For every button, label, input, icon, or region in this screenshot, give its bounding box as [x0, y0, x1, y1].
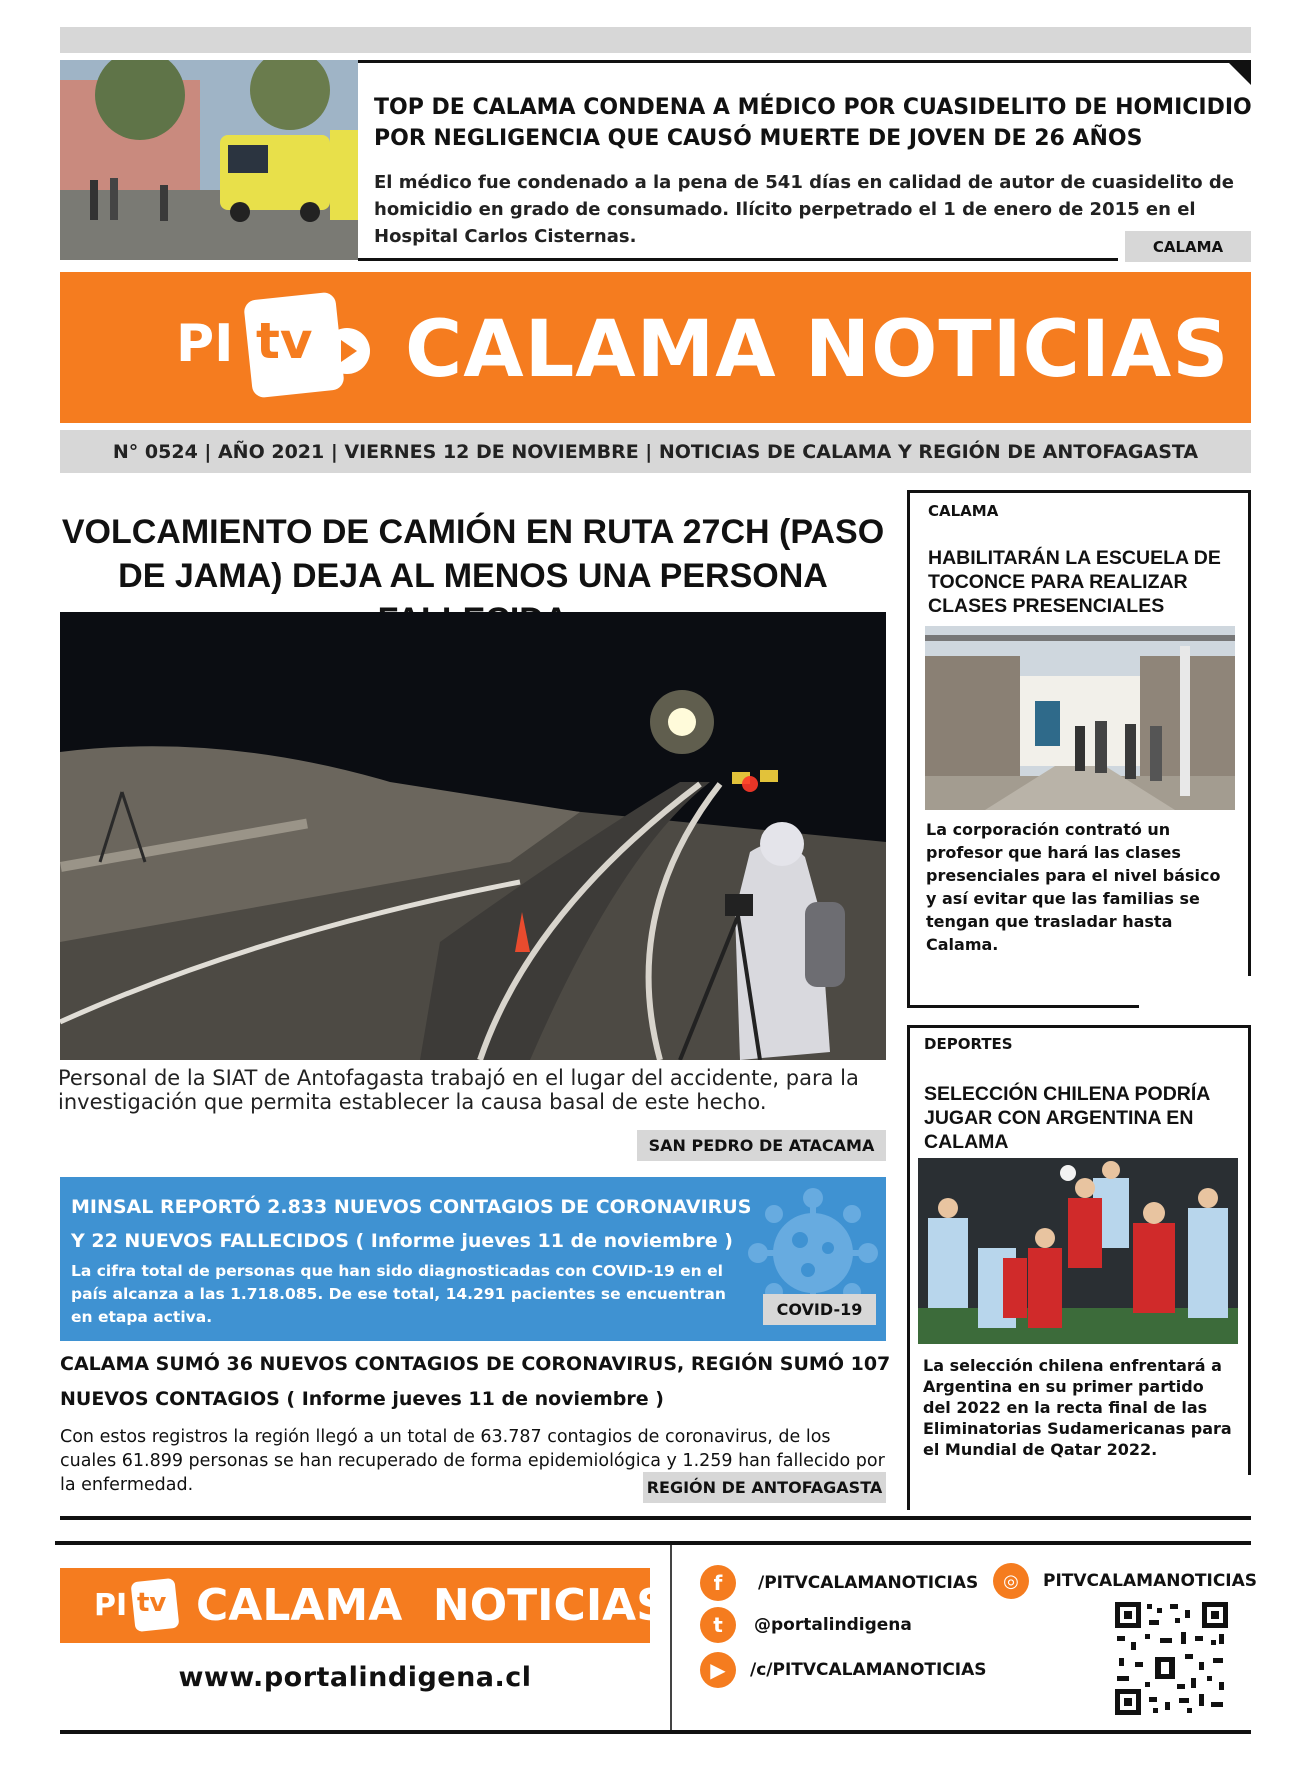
twitter-link[interactable]: [700, 1607, 912, 1643]
side-1-border-bottom: [907, 1005, 1139, 1008]
footer-logo-pi: PI: [94, 1588, 128, 1623]
footer-divider: [670, 1545, 672, 1730]
facebook-link[interactable]: [700, 1565, 978, 1601]
side-1-photo: [925, 626, 1235, 810]
footer-rule-top-1: [60, 1516, 1251, 1520]
main-story-headline[interactable]: VOLCAMIENTO DE CAMIÓN EN RUTA 27CH (PASO DE JAMA) DEJA AL MENOS UNA PERSONA: [61, 513, 885, 595]
masthead-title: CALAMA NOTICIAS: [405, 305, 1230, 395]
top-story-border-top: [358, 60, 1251, 63]
side-2-section: DEPORTES: [924, 1035, 1013, 1053]
top-story-tag[interactable]: CALAMA: [1125, 231, 1251, 262]
footer-rule-top-2: [55, 1541, 1251, 1545]
youtube-handle: /c/PITVCALAMANOTICIAS: [750, 1660, 987, 1680]
side-2-body: La selección chilena enfrentará a Argentina en su primer partido del 2022 en la recta final de las Eliminatorias Sudamericanas para el Mundial de Qatar 2022.: [923, 1356, 1232, 1459]
covid-body: La cifra total de personas que han sido diagnosticadas con COVID-19 en el país alcanza a las 1.718.085. De ese total, 14.291 pacientes se encuentran en etapa activa.: [71, 1262, 726, 1326]
side-2-headline[interactable]: SELECCIÓN CHILENA PODRÍA JUGAR CON ARGENTINA EN CALAMA: [924, 1083, 1210, 1153]
top-story-photo: [60, 60, 358, 260]
side-1-headline[interactable]: HABILITARÁN LA ESCUELA DE TOCONCE PARA REALIZAR CLASES PRESENCIALES: [928, 547, 1221, 617]
regional-headline-1[interactable]: CALAMA SUMÓ 36 NUEVOS CONTAGIOS DE CORONAVIRUS, REGIÓN SUMÓ 107: [60, 1353, 891, 1375]
side-1-body: La corporación contrató un profesor que hará las clases presenciales para el nivel básico y así evitar que las familias se tengan que trasladar hasta Calama.: [926, 820, 1221, 954]
side-1-section: CALAMA: [928, 502, 999, 520]
regional-body: Con estos registros la región llegó a un total de 63.787 contagios de coronavirus, de los cuales 61.899 personas se han recuperado de forma epidemiológica y 1.259 han fallecido por la enfermedad.: [60, 1427, 885, 1495]
footer-logo-tv: tv: [137, 1588, 167, 1618]
youtube-link[interactable]: [700, 1652, 987, 1688]
covid-tag[interactable]: COVID-19: [763, 1294, 876, 1325]
youtube-icon: ▶: [700, 1652, 736, 1688]
main-story-tag[interactable]: SAN PEDRO DE ATACAMA: [637, 1130, 886, 1161]
top-story-corner: [1226, 60, 1251, 85]
top-banner-bar: [60, 27, 1251, 53]
issue-line: N° 0524 | AÑO 2021 | VIERNES 12 DE NOVIEMBRE | NOTICIAS DE CALAMA Y REGIÓN DE ANTOFAGASTA: [112, 440, 1199, 463]
qr-code[interactable]: [1115, 1602, 1228, 1715]
side-2-border-top: [907, 1025, 1251, 1028]
masthead-logo-pi: PI: [176, 314, 234, 374]
masthead-logo-tv: tv: [256, 312, 313, 370]
footer-website[interactable]: www.portalindigena.cl: [178, 1662, 532, 1693]
side-1-border-top: [907, 490, 1251, 493]
side-2-border-left: [907, 1025, 910, 1510]
twitter-icon: t: [700, 1607, 736, 1643]
top-story-body: El médico fue condenado a la pena de 541 días en calidad de autor de cuasidelito de homicidio en grado de consumado. Ilícito perpetrado el 1 de enero de 2015 en el Hospital Carlos Cisternas.: [374, 172, 1234, 247]
instagram-link[interactable]: [993, 1563, 1257, 1599]
twitter-handle: @portalindigena: [754, 1615, 912, 1635]
facebook-icon: f: [700, 1565, 736, 1601]
covid-headline-1[interactable]: MINSAL REPORTÓ 2.833 NUEVOS CONTAGIOS DE CORONAVIRUS: [71, 1196, 752, 1218]
side-2-photo: [918, 1158, 1238, 1344]
side-1-border-right: [1248, 490, 1251, 976]
side-2-border-right: [1248, 1025, 1251, 1475]
main-story-caption: Personal de la SIAT de Antofagasta trabajó en el lugar del accidente, para la investigación que permita establecer la causa basal de este hecho.: [58, 1066, 859, 1114]
regional-headline-2[interactable]: NUEVOS CONTAGIOS ( Informe jueves 11 de noviembre ): [60, 1388, 664, 1410]
play-icon: [324, 328, 370, 374]
instagram-icon: ◎: [993, 1563, 1029, 1599]
top-story-border-bottom: [358, 258, 1118, 261]
regional-tag[interactable]: REGIÓN DE ANTOFAGASTA: [643, 1472, 886, 1503]
covid-headline-2[interactable]: Y 22 NUEVOS FALLECIDOS ( Informe jueves 11 de noviembre ): [71, 1230, 733, 1252]
footer-title: CALAMA NOTICIAS: [196, 1580, 668, 1631]
masthead-logo: [176, 296, 366, 396]
side-1-border-left: [907, 490, 910, 1008]
instagram-handle: PITVCALAMANOTICIAS: [1043, 1571, 1258, 1591]
top-story-headline[interactable]: TOP DE CALAMA CONDENA A MÉDICO POR CUASIDELITO DE HOMICIDIO POR NEGLIGENCIA QUE CAUSÓ MUERTE DE JOVEN DE 26 AÑOS: [374, 95, 1252, 151]
facebook-handle: /PITVCALAMANOTICIAS: [758, 1573, 979, 1593]
main-story-photo: [60, 612, 886, 1060]
footer-rule-bottom: [60, 1730, 1251, 1734]
